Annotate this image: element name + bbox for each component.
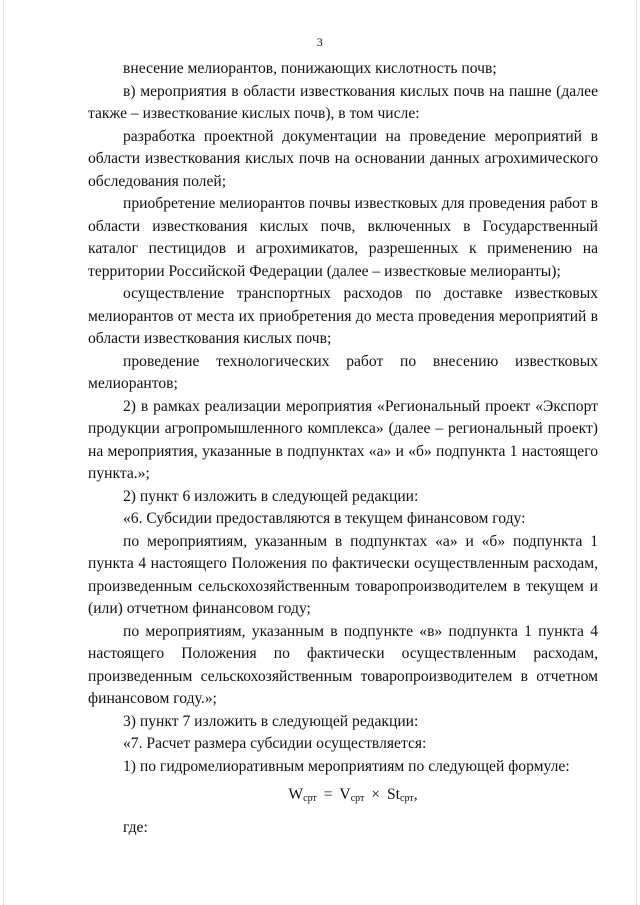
formula <box>88 784 598 811</box>
paragraph: приобретение мелиорантов почвы известковых для проведения работ в области известкования кислых почв, включенных в Государственный каталог пестицидов и агрохимикатов, разрешенных к применению на территории Российской Федерации (далее – известковые мелиоранты); <box>88 195 598 280</box>
paragraph: внесение мелиорантов, понижающих кислотность почв; <box>123 60 497 77</box>
paragraph: разработка проектной документации на проведение мероприятий в области известкования кислых почв на основании данных агрохимического обследования полей; <box>88 127 598 190</box>
paragraph: в) мероприятия в области известкования кислых почв на пашне (далее также – известкование кислых почв), в том числе: <box>88 82 598 122</box>
document-body <box>88 58 598 839</box>
page-number: 3 <box>316 35 324 49</box>
scan-edge-left <box>3 0 5 905</box>
paragraph: осуществление транспортных расходов по доставке известковых мелиорантов от места их приобретения до места проведения мероприятий в области известкования кислых почв; <box>88 285 598 347</box>
paragraph: по мероприятиям, указанным в подпунктах «а» и «б» подпункта 1 пункта 4 настоящего Положения по фактически осуществленным расходам, произведенным сельскохозяйственным товаропроизводителем в текущем и (или) отчетном финансовом году; <box>88 532 598 617</box>
formula-w-subscript: срт <box>303 793 317 804</box>
paragraph: «6. Субсидии предоставляются в текущем финансовом году: <box>123 510 526 527</box>
paragraph: 1) по гидромелиоративным мероприятиям по следующей формуле: <box>123 757 570 775</box>
paragraph-where: где: <box>123 818 148 836</box>
paragraph: «7. Расчет размера субсидии осуществляется: <box>123 735 427 752</box>
scan-edge-right <box>636 0 638 905</box>
paragraph: по мероприятиям, указанным в подпункте «в» подпункта 1 пункта 4 настоящего Положения по фактически осуществленным расходам, произведенным сельскохозяйственным товаропроизводителем в отчетном финансовом году.»; <box>88 622 598 707</box>
formula-v: V <box>339 786 351 803</box>
paragraph: 2) в рамках реализации мероприятия «Региональный проект «Экспорт продукции агропромышленного комплекса» (далее – региональный проект) на мероприятия, указанные в подпунктах «а» и «б» подпункта 1 настоящего пункта.»; <box>88 397 598 482</box>
formula-w: W <box>288 786 304 803</box>
formula-st-subscript: срт <box>400 793 414 804</box>
formula-equals: = <box>323 786 333 803</box>
formula-st: St <box>386 786 400 803</box>
formula-comma: , <box>413 786 418 803</box>
paragraph: проведение технологических работ по внесению известковых мелиорантов; <box>88 352 598 392</box>
formula-times: × <box>371 786 381 803</box>
formula-v-subscript: срт <box>350 793 365 804</box>
paragraph: 2) пункт 6 изложить в следующей редакции: <box>123 487 419 505</box>
paragraph: 3) пункт 7 изложить в следующей редакции: <box>123 712 419 730</box>
